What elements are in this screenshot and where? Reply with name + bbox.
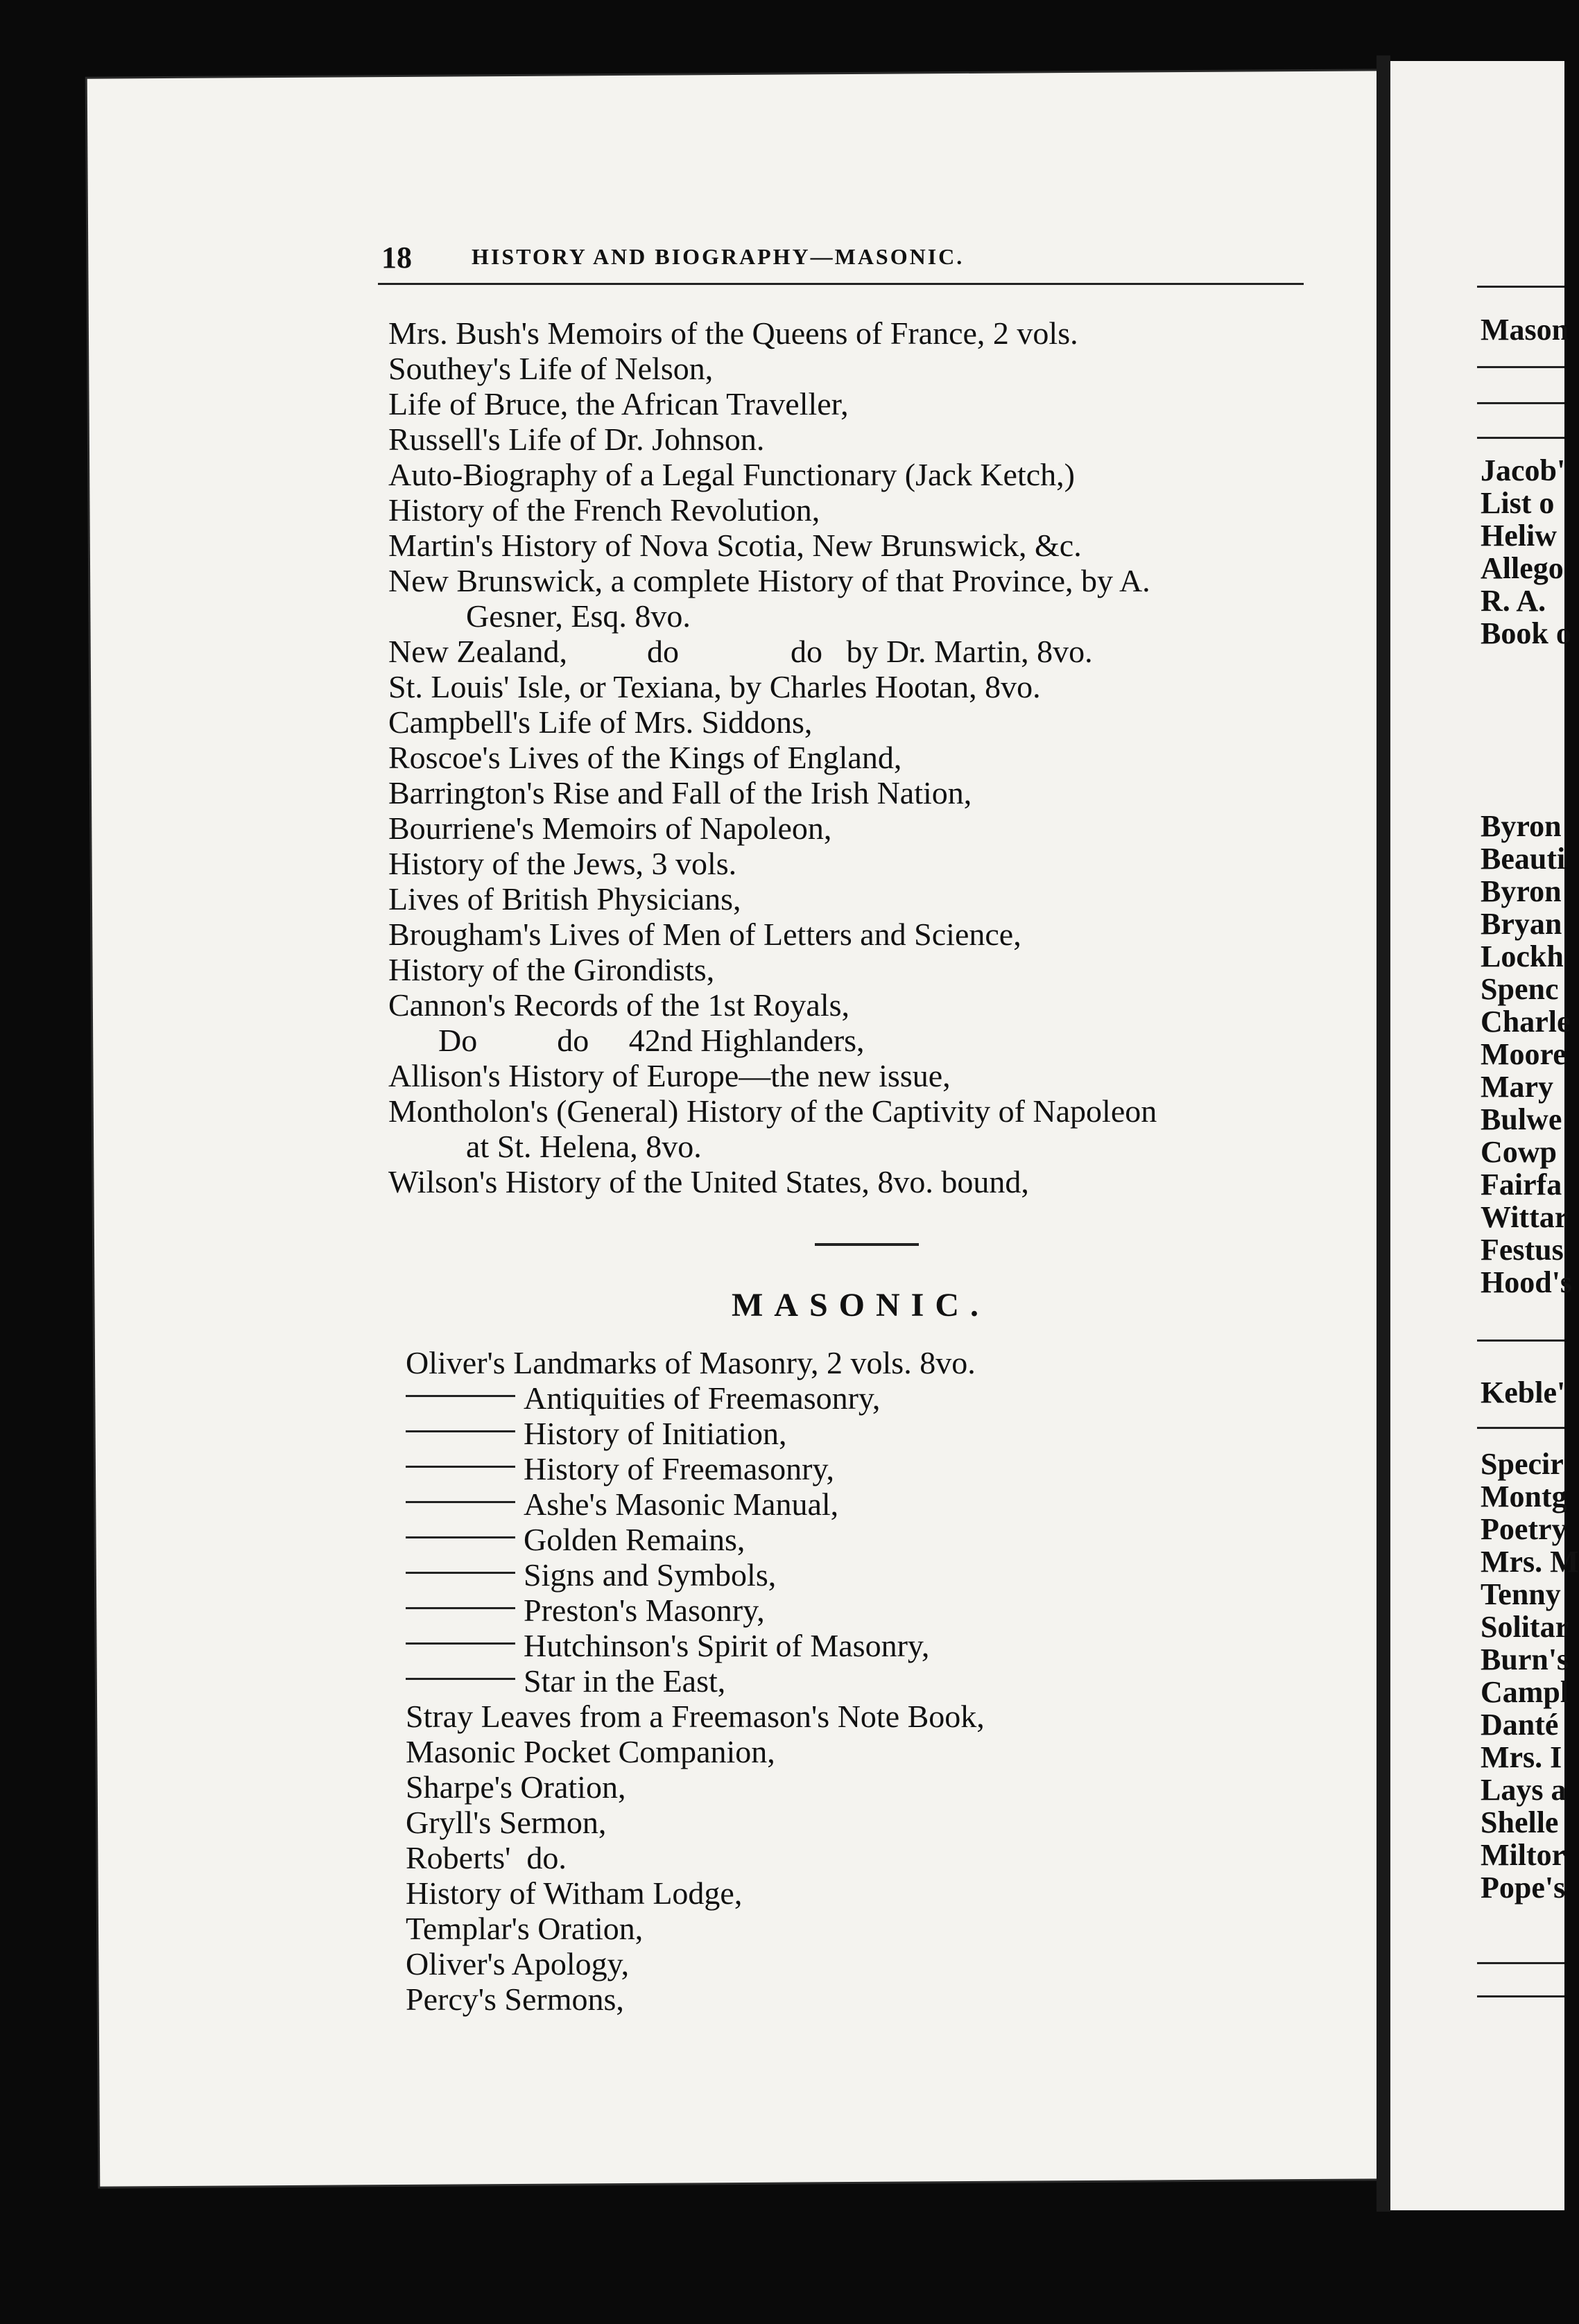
- right-page-fragment: Tenny: [1481, 1577, 1561, 1611]
- book-entry: Life of Bruce, the African Traveller,: [388, 386, 849, 422]
- ditto-dash: [406, 1607, 515, 1609]
- right-page-fragment: Wittar: [1481, 1200, 1569, 1234]
- entry-text: Stray Leaves from a Freemason's Note Book,: [406, 1699, 985, 1734]
- masonic-entry: [406, 1805, 1363, 1840]
- right-page-fragment: Byron: [1481, 809, 1562, 843]
- masonic-entry: [406, 1663, 1363, 1699]
- right-page-fragment: Mason: [1481, 313, 1569, 347]
- entry-text: Sharpe's Oration,: [406, 1769, 626, 1805]
- entry-text: Golden Remains,: [524, 1522, 745, 1557]
- right-column-top: [1481, 313, 1569, 347]
- right-page-fragment: Mrs. M: [1481, 1545, 1579, 1579]
- right-page-fragment: Mary: [1481, 1070, 1554, 1104]
- book-entry: New Zealand, do do by Dr. Martin, 8vo.: [388, 634, 1093, 669]
- right-page-fragment: Burn's: [1481, 1642, 1569, 1676]
- entry-text: Gryll's Sermon,: [406, 1805, 607, 1840]
- right-page-fragment: Charle: [1481, 1005, 1571, 1039]
- right-rule: [1477, 402, 1564, 404]
- book-entry: Martin's History of Nova Scotia, New Brunswick, &c.: [388, 528, 1082, 563]
- right-column-group-d: [1481, 1447, 1579, 1905]
- book-entry: Southey's Life of Nelson,: [388, 351, 714, 386]
- book-entry: New Brunswick, a complete History of that Province, by A.: [388, 563, 1150, 598]
- page-number: 18: [381, 241, 412, 275]
- right-page-fragment: Lays a: [1481, 1773, 1567, 1807]
- book-gutter: [1377, 55, 1390, 2212]
- right-rule: [1477, 1962, 1564, 1964]
- page-header: [284, 233, 1311, 275]
- book-entry: Lives of British Physicians,: [388, 881, 741, 917]
- right-rule: [1477, 437, 1564, 439]
- ditto-dash: [406, 1642, 515, 1645]
- right-column-group-c: [1481, 1376, 1564, 1409]
- right-page-fragment: Pope's: [1481, 1871, 1566, 1905]
- book-entry: Brougham's Lives of Men of Letters and Science,: [388, 917, 1021, 952]
- entry-text: Hutchinson's Spirit of Masonry,: [524, 1628, 930, 1663]
- right-rule: [1477, 1339, 1564, 1342]
- right-page-fragment: Shelle: [1481, 1805, 1559, 1839]
- right-page-fragment: Mrs. I: [1481, 1740, 1562, 1774]
- entry-text: Percy's Sermons,: [406, 1982, 624, 2017]
- ditto-dash: [406, 1536, 515, 1538]
- book-entry: Russell's Life of Dr. Johnson.: [388, 422, 765, 457]
- entry-text: Antiquities of Freemasonry,: [524, 1380, 881, 1416]
- book-entry: at St. Helena, 8vo.: [466, 1129, 702, 1164]
- masonic-entry: [406, 1699, 1363, 1734]
- ditto-dash: [406, 1430, 515, 1432]
- masonic-entry: [406, 1946, 1363, 1982]
- right-page-fragment: Beauti: [1481, 842, 1566, 876]
- book-entry: Gesner, Esq. 8vo.: [466, 598, 691, 634]
- right-rule: [1477, 1427, 1564, 1429]
- entry-text: Ashe's Masonic Manual,: [524, 1486, 839, 1522]
- right-page-fragment: Montg: [1481, 1480, 1567, 1514]
- entry-text: History of Witham Lodge,: [406, 1875, 743, 1911]
- book-entry: Montholon's (General) History of the Captivity of Napoleon: [388, 1093, 1157, 1129]
- header-rule: [378, 283, 1304, 285]
- ditto-dash: [406, 1395, 515, 1397]
- history-biography-list: [388, 315, 1345, 1199]
- right-page-fragment: Lockh: [1481, 939, 1564, 973]
- right-column-group-b: [1481, 809, 1573, 1299]
- book-entry: History of the Girondists,: [388, 952, 715, 987]
- entry-text: Oliver's Apology,: [406, 1946, 630, 1982]
- right-page-fragment: Solitar: [1481, 1610, 1569, 1644]
- right-page-fragment: Byron: [1481, 874, 1562, 908]
- right-rule: [1477, 1995, 1564, 1997]
- right-page-fragment: Book o: [1481, 616, 1571, 650]
- masonic-entry: [406, 1840, 1363, 1875]
- book-entry: Bourriene's Memoirs of Napoleon,: [388, 810, 832, 846]
- right-page-fragment: Danté: [1481, 1708, 1559, 1742]
- right-page-fragment: Campl: [1481, 1675, 1569, 1709]
- entry-text: Star in the East,: [524, 1663, 726, 1699]
- right-page-fragment: R. A.: [1481, 584, 1546, 618]
- masonic-entry: [406, 1982, 1363, 2017]
- masonic-entry: [406, 1628, 1363, 1663]
- right-page-fragment: Miltor: [1481, 1838, 1566, 1872]
- right-page-fragment: Keble': [1481, 1376, 1566, 1410]
- entry-text: Masonic Pocket Companion,: [406, 1734, 775, 1769]
- book-entry: St. Louis' Isle, or Texiana, by Charles Hootan, 8vo.: [388, 669, 1041, 704]
- right-column-group-a: [1481, 453, 1571, 650]
- section-divider: [815, 1243, 919, 1246]
- masonic-entry: [406, 1557, 1363, 1593]
- ditto-dash: [406, 1572, 515, 1574]
- book-entry: Wilson's History of the United States, 8vo. bound,: [388, 1164, 1029, 1199]
- entry-text: History of Initiation,: [524, 1416, 787, 1451]
- entry-text: Preston's Masonry,: [524, 1593, 765, 1628]
- right-rule: [1477, 286, 1564, 288]
- right-page-fragment: Specir: [1481, 1447, 1564, 1481]
- right-page-fragment: Jacob': [1481, 453, 1566, 487]
- right-page-fragment: List o: [1481, 486, 1555, 520]
- masonic-entry: [406, 1416, 1363, 1451]
- right-page-fragment: Hood's: [1481, 1265, 1573, 1299]
- book-entry: Do do 42nd Highlanders,: [438, 1023, 865, 1058]
- masonic-entry: [406, 1486, 1363, 1522]
- book-entry: Mrs. Bush's Memoirs of the Queens of France, 2 vols.: [388, 315, 1078, 351]
- masonic-entry: [406, 1593, 1363, 1628]
- entry-text: Oliver's Landmarks of Masonry, 2 vols. 8vo.: [406, 1345, 976, 1380]
- right-page-fragment: Fairfa: [1481, 1168, 1562, 1202]
- book-entry: Allison's History of Europe—the new issue,: [388, 1058, 951, 1093]
- right-page-fragment: Poetry: [1481, 1512, 1567, 1546]
- right-page-fragment: Cowp: [1481, 1135, 1558, 1169]
- book-entry: Auto-Biography of a Legal Functionary (Jack Ketch,): [388, 457, 1075, 492]
- masonic-entry: [406, 1769, 1363, 1805]
- right-page-fragment: Bulwe: [1481, 1102, 1562, 1136]
- masonic-entry: [406, 1345, 1363, 1380]
- entry-text: Signs and Symbols,: [524, 1557, 777, 1593]
- running-head: HISTORY AND BIOGRAPHY—MASONIC.: [472, 244, 965, 269]
- ditto-dash: [406, 1678, 515, 1680]
- right-page-fragment: Heliw: [1481, 519, 1557, 553]
- book-entry: Cannon's Records of the 1st Royals,: [388, 987, 850, 1023]
- masonic-entry: [406, 1451, 1363, 1486]
- right-page-fragment: Bryan: [1481, 907, 1562, 941]
- entry-text: History of Freemasonry,: [524, 1451, 834, 1486]
- section-title: MASONIC.: [732, 1287, 990, 1324]
- right-page-fragment: Spenc: [1481, 972, 1559, 1006]
- book-entry: History of the French Revolution,: [388, 492, 820, 528]
- book-entry: Campbell's Life of Mrs. Siddons,: [388, 704, 813, 740]
- ditto-dash: [406, 1501, 515, 1503]
- masonic-entry: [406, 1734, 1363, 1769]
- masonic-entry: [406, 1875, 1363, 1911]
- right-page-fragment: Allego: [1481, 551, 1564, 585]
- right-page-fragment: Moore: [1481, 1037, 1567, 1071]
- masonic-list: [406, 1345, 1363, 2017]
- entry-text: Templar's Oration,: [406, 1911, 644, 1946]
- entry-text: Roberts' do.: [406, 1840, 567, 1875]
- book-entry: Roscoe's Lives of the Kings of England,: [388, 740, 902, 775]
- right-page-fragment: Festus: [1481, 1233, 1564, 1267]
- right-rule: [1477, 366, 1564, 368]
- ditto-dash: [406, 1466, 515, 1468]
- masonic-entry: [406, 1380, 1363, 1416]
- masonic-entry: [406, 1522, 1363, 1557]
- masonic-entry: [406, 1911, 1363, 1946]
- book-entry: History of the Jews, 3 vols.: [388, 846, 737, 881]
- book-entry: Barrington's Rise and Fall of the Irish Nation,: [388, 775, 972, 810]
